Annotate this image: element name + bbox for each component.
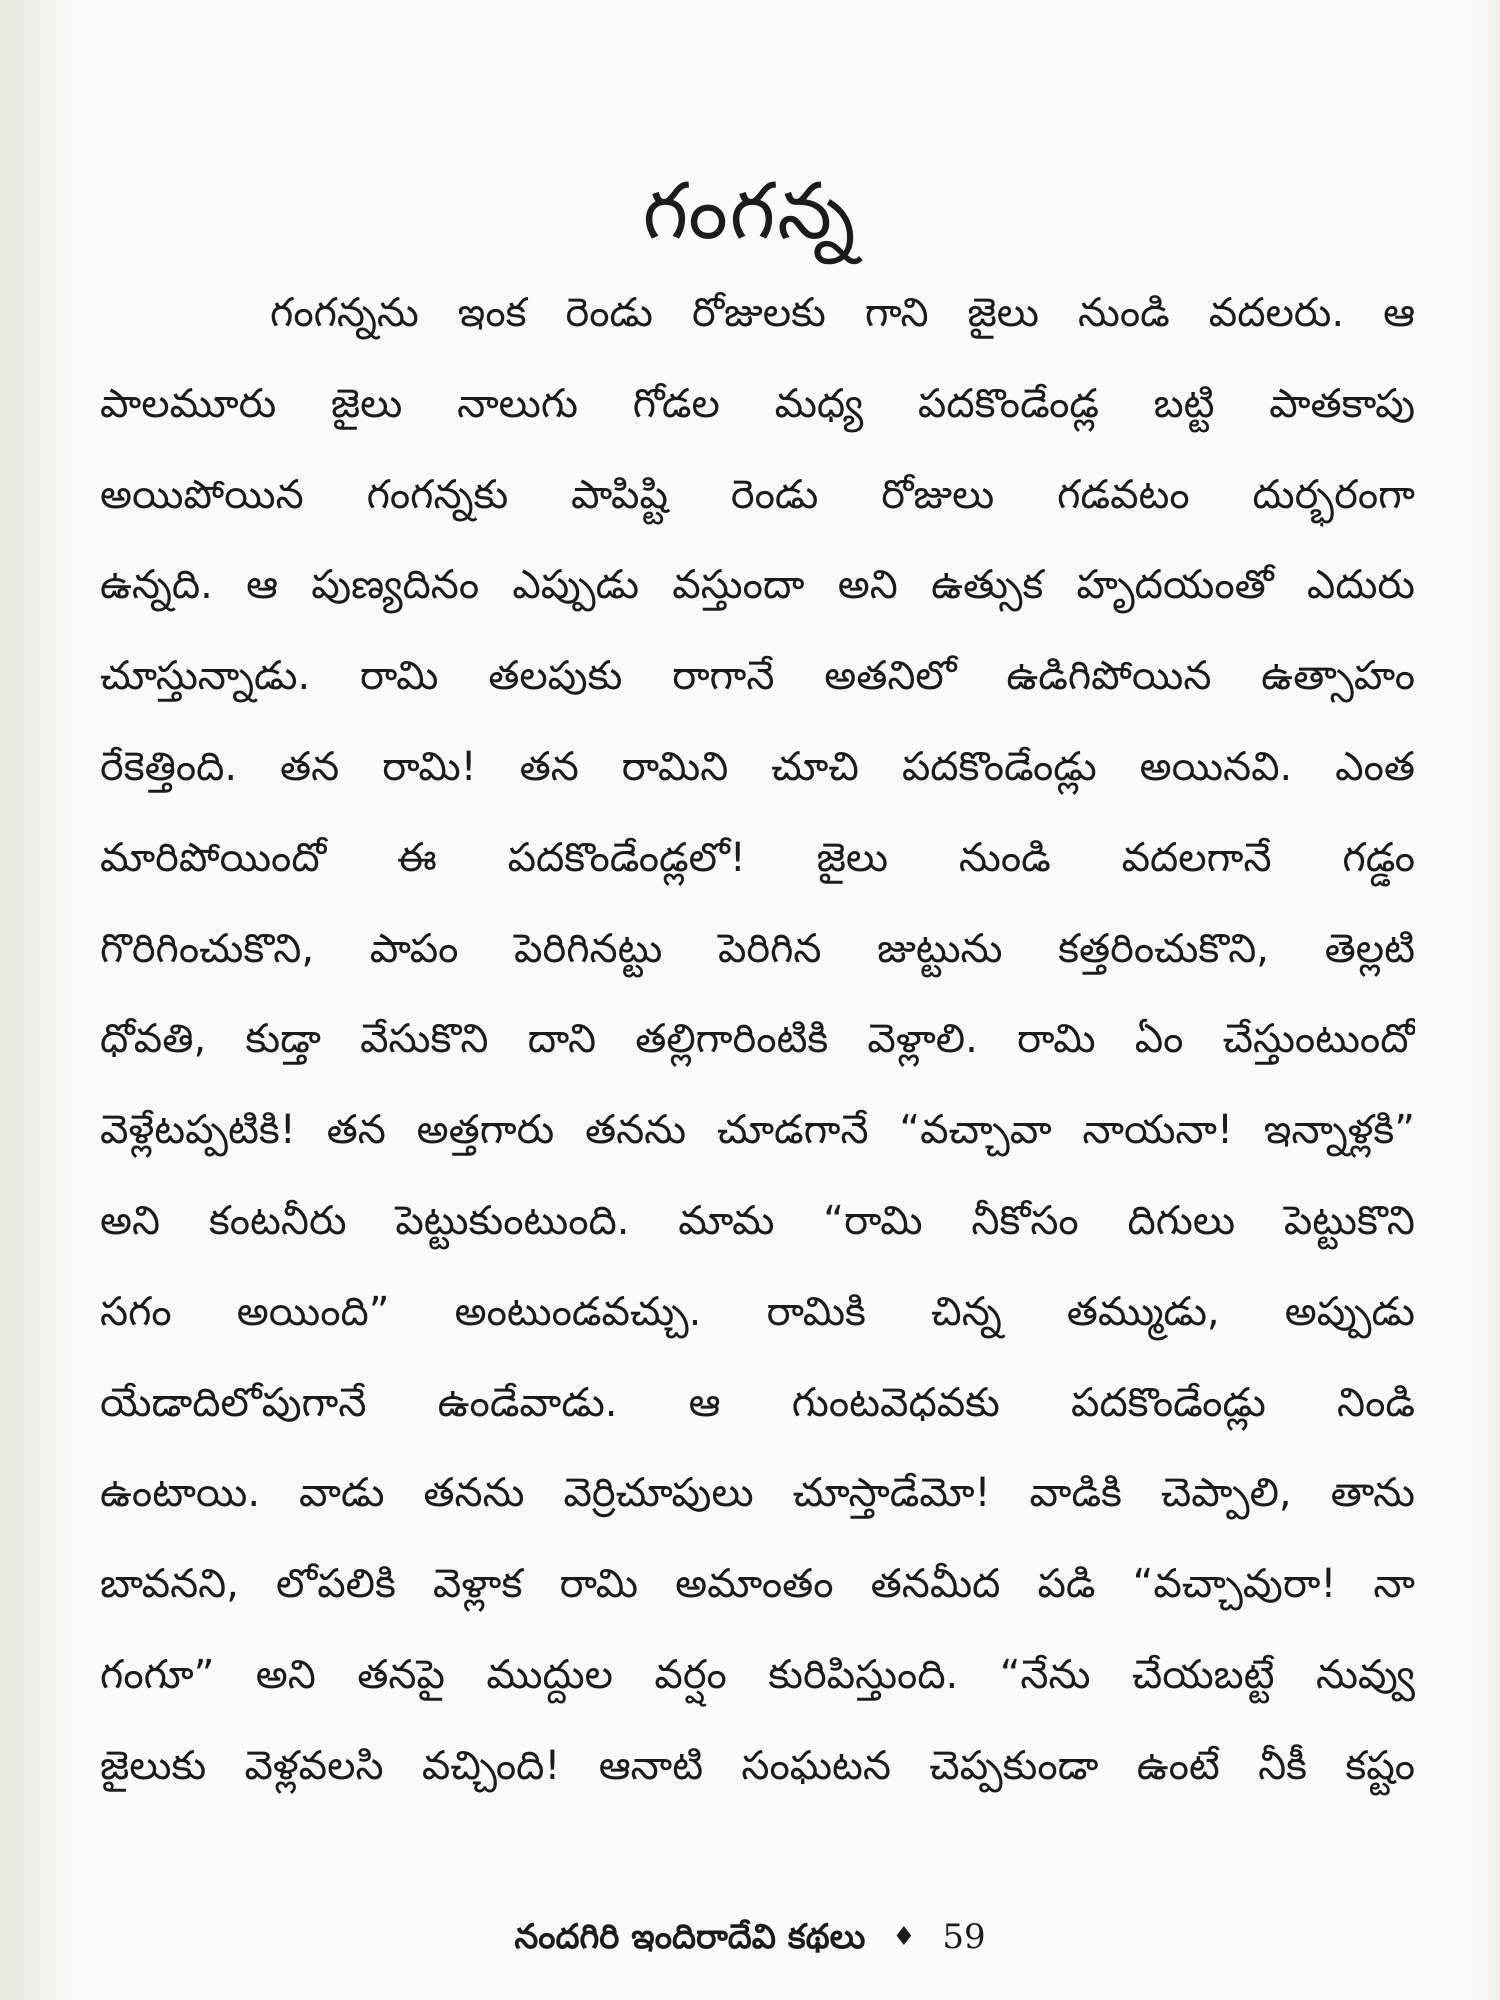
text-line: గంగన్నను ఇంక రెండు రోజులకు గాని జైలు నుండి వదలరు. ఆ bbox=[270, 290, 1415, 336]
text-line: అని కంటనీరు పెట్టుకుంటుంది. మామ “రామి నీకోసం దిగులు పెట్టుకొని bbox=[100, 1197, 1415, 1244]
text-line: చూస్తున్నాడు. రామి తలపుకు రాగానే అతనిలో ఉడిగిపోయిన ఉత్సాహం bbox=[100, 653, 1415, 700]
text-line: ధోవతి, కుడ్తా వేసుకొని దాని తల్లిగారింటికి వెళ్లాలి. రామి ఏం చేస్తుంటుందో bbox=[100, 1016, 1415, 1063]
page-gutter-shadow bbox=[0, 0, 70, 2000]
text-line: వెళ్లేటప్పటికి! తన అత్తగారు తనను చూడగానే “వచ్చావా నాయనా! ఇన్నాళ్లకి” bbox=[100, 1107, 1415, 1154]
text-line: ఉన్నది. ఆ పుణ్యదినం ఎప్పుడు వస్తుందా అని ఉత్సుక హృదయంతో ఎదురు bbox=[100, 562, 1415, 609]
text-line: గొరిగించుకొని, పాపం పెరిగినట్టు పెరిగిన జుట్టును కత్తరించుకొని, తెల్లటి bbox=[100, 925, 1415, 972]
text-line: బావనని, లోపలికి వెళ్లాక రామి అమాంతం తనమీద పడి “వచ్చావురా! నా bbox=[100, 1561, 1415, 1608]
text-line: ఉంటాయి. వాడు తనను వెర్రిచూపులు చూస్తాడేమో! వాడికి చెప్పాలి, తాను bbox=[100, 1470, 1415, 1517]
page-footer bbox=[0, 1912, 1500, 1962]
text-line: మారిపోయిందో ఈ పదకొండేండ్లలో! జైలు నుండి వదలగానే గడ్డం bbox=[100, 834, 1415, 881]
page-edge-shadow bbox=[1476, 0, 1500, 2000]
text-line: యేడాదిలోపుగానే ఉండేవాడు. ఆ గుంటవెధవకు పదకొండేండ్లు నిండి bbox=[100, 1379, 1415, 1426]
footer-diamond-icon: ♦ bbox=[892, 1922, 916, 1952]
story-body bbox=[100, 268, 1415, 1812]
footer-book-title: నందగిరి ఇందిరాదేవి కథలు bbox=[514, 1917, 866, 1957]
text-line: సగం అయింది” అంటుండవచ్చు. రామికి చిన్న తమ్ముడు, అప్పుడు bbox=[100, 1288, 1415, 1335]
text-line: పాలమూరు జైలు నాలుగు గోడల మధ్య పదకొండేండ్ల బట్టి పాతకాపు bbox=[100, 380, 1415, 427]
page-number: 59 bbox=[942, 1917, 986, 1957]
text-line: గంగూ” అని తనపై ముద్దుల వర్షం కురిపిస్తుంది. “నేను చేయబట్టే నువ్వు bbox=[100, 1651, 1415, 1698]
text-line: రేకెత్తింది. తన రామి! తన రామిని చూచి పదకొండేండ్లు అయినవి. ఎంత bbox=[100, 743, 1415, 790]
story-title: గంగన్న bbox=[642, 167, 858, 258]
text-line: అయిపోయిన గంగన్నకు పాపిష్టి రెండు రోజులు గడవటం దుర్భరంగా bbox=[100, 471, 1415, 518]
text-line: జైలుకు వెళ్లవలసి వచ్చింది! ఆనాటి సంఘటన చెప్పకుండా ఉంటే నీకీ కష్టం bbox=[100, 1742, 1415, 1789]
